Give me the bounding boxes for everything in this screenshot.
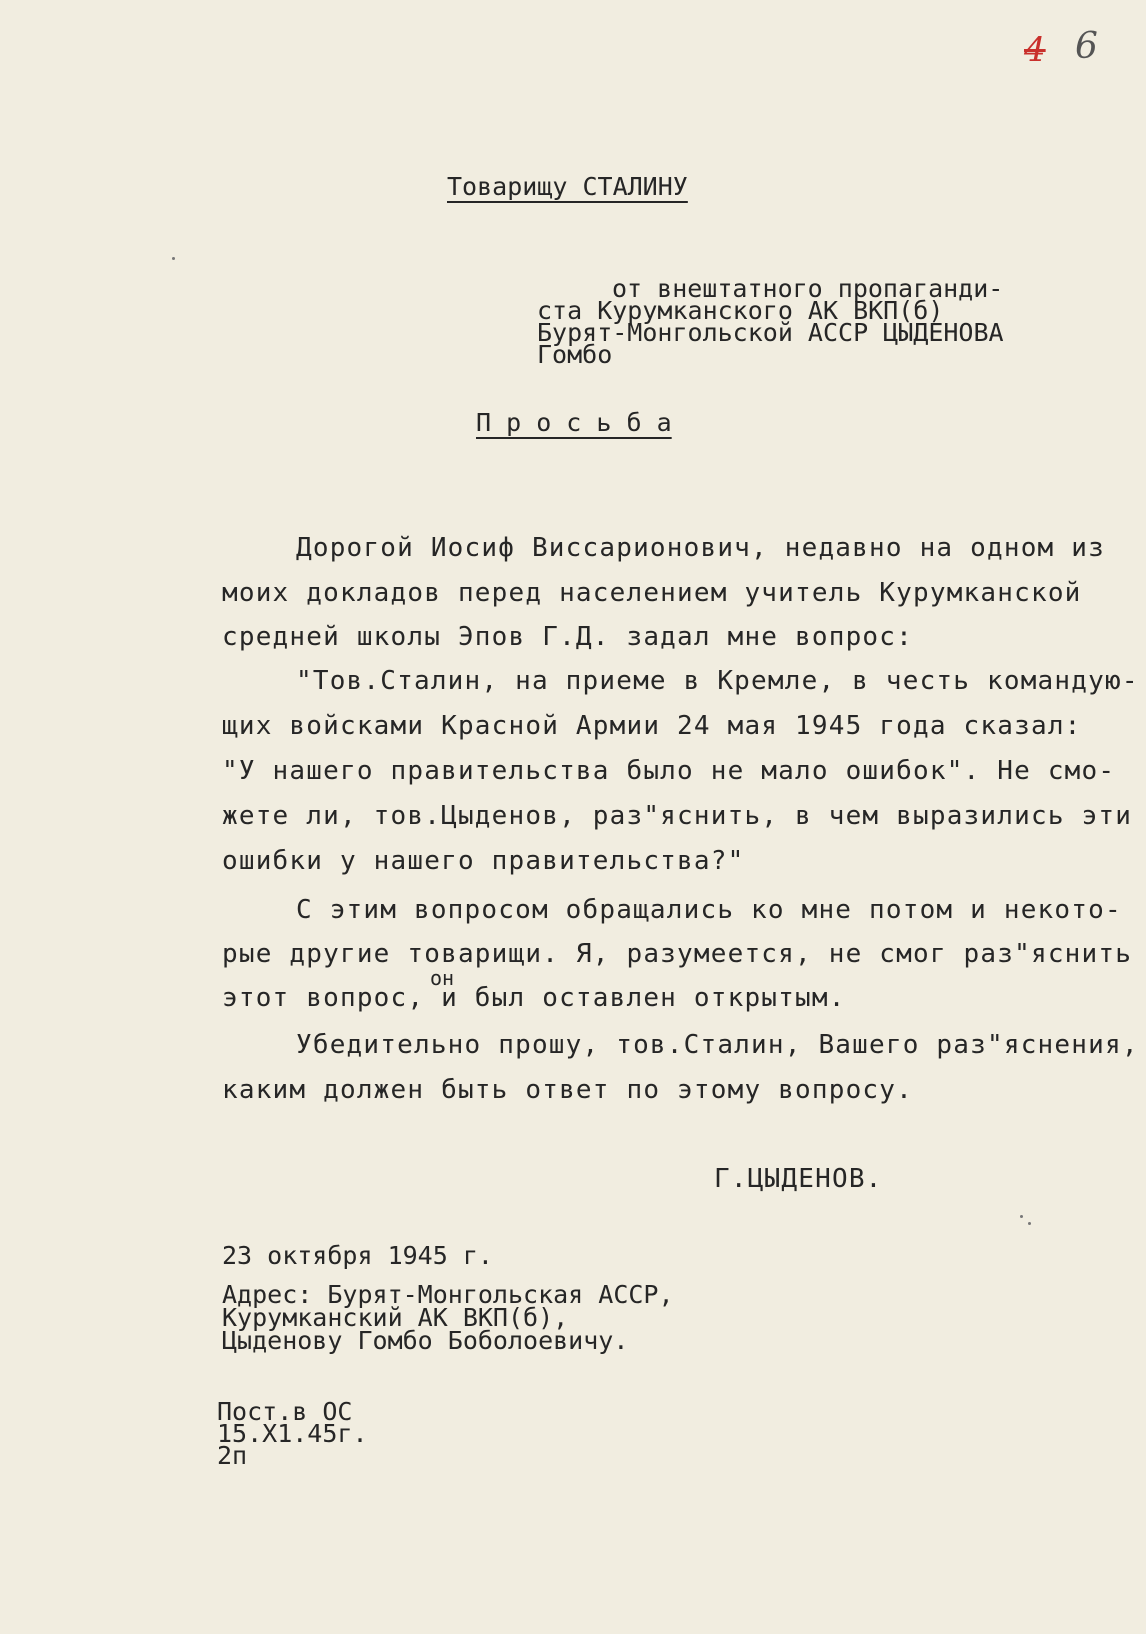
body-line-7: жете ли, тов.Цыденов, раз"яснить, в чем выразились эти bbox=[222, 801, 1133, 831]
body-line-2: моих докладов перед населением учитель Курумканской bbox=[222, 578, 1082, 608]
paper-speck bbox=[172, 257, 175, 260]
body-line-10: рые другие товарищи. Я, разумеется, не смог раз"яснить bbox=[222, 939, 1133, 969]
heading: П р о с ь б а bbox=[476, 408, 672, 437]
date: 23 октября 1945 г. bbox=[222, 1241, 493, 1270]
body-line-9: С этим вопросом обращались ко мне потом и некото- bbox=[296, 895, 1122, 925]
paper-speck bbox=[1020, 1215, 1023, 1218]
receipt-line-2: 15.Х1.45г. bbox=[217, 1419, 368, 1448]
archive-page-number: 6 bbox=[1075, 26, 1098, 67]
crossed-page-number: 4 bbox=[1024, 30, 1046, 70]
receipt-line-1: Пост.в ОС bbox=[217, 1397, 353, 1426]
address-line-1: Адрес: Бурят-Монгольская АССР, bbox=[222, 1280, 674, 1309]
body-line-4: "Тов.Сталин, на приеме в Кремле, в честь командую- bbox=[296, 666, 1139, 696]
body-line-11: этот вопрос, и был оставлен открытым. bbox=[222, 983, 846, 1013]
body-line-6: "У нашего правительства было не мало ошибок". Не смо- bbox=[222, 756, 1116, 786]
body-line-3: средней школы Эпов Г.Д. задал мне вопрос: bbox=[222, 622, 913, 652]
body-line-13: каким должен быть ответ по этому вопросу. bbox=[222, 1075, 913, 1105]
sender-line-2: ста Курумканского АК ВКП(б) bbox=[537, 296, 944, 325]
sender-line-4: Гомбо bbox=[537, 340, 613, 369]
body-line-5: щих войсками Красной Армии 24 мая 1945 года сказал: bbox=[222, 711, 1082, 741]
body-line-12: Убедительно прошу, тов.Сталин, Вашего раз"яснения, bbox=[296, 1030, 1139, 1060]
receipt-line-3: 2п bbox=[217, 1441, 248, 1470]
address-line-2: Курумканский АК ВКП(б), bbox=[222, 1303, 569, 1332]
handwritten-insertion: он bbox=[430, 966, 455, 990]
address-line-3: Цыденову Гомбо Боболоевичу. bbox=[222, 1326, 629, 1355]
sender-line-1: от внештатного пропаганди- bbox=[612, 274, 1004, 303]
signature: Г.ЦЫДЕНОВ. bbox=[714, 1164, 883, 1194]
body-line-1: Дорогой Иосиф Виссарионович, недавно на одном из bbox=[296, 533, 1105, 563]
addressee: Товарищу СТАЛИНУ bbox=[447, 172, 688, 201]
paper-speck bbox=[1028, 1222, 1031, 1225]
body-line-8: ошибки у нашего правительства?" bbox=[222, 846, 745, 876]
sender-line-3: Бурят-Монгольской АССР ЦЫДЕНОВА bbox=[537, 318, 1004, 347]
